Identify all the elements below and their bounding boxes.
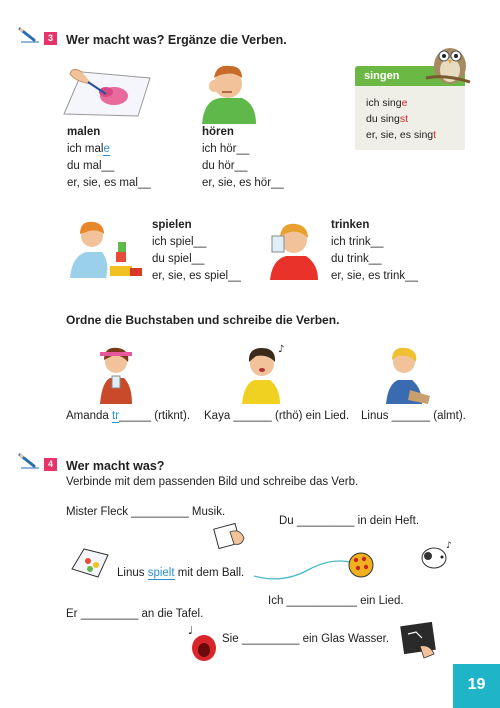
- match-sentence: Sie _________ ein Glas Wasser.: [222, 633, 390, 645]
- scramble-sentence: Linus ______ (almt).: [361, 410, 466, 422]
- kaya-singing-illustration: [236, 340, 288, 404]
- scramble-sentence: Amanda tr_____ (rtiknt).: [66, 410, 191, 422]
- scramble-sentence: Kaya ______ (rthö) ein Lied.: [204, 410, 350, 422]
- exercise-title: Wer macht was? Ergänze die Verben.: [66, 33, 287, 47]
- owl-illustration: [424, 38, 474, 86]
- conjugation-line: er, sie, es spiel__: [152, 270, 241, 282]
- singing-mouth-icon: [186, 622, 218, 664]
- verb-heading-trinken: trinken: [331, 219, 370, 231]
- conjugation-line: ich spiel__: [152, 236, 207, 248]
- svg-text:♩: ♩: [188, 624, 194, 637]
- boy-listening-illustration: [198, 60, 258, 124]
- conjugation-line: er, sie, es mal__: [67, 177, 151, 189]
- grammar-line: ich singe: [366, 97, 408, 109]
- conjugation-line: du hör__: [202, 160, 248, 172]
- exercise-instruction: Verbinde mit dem passenden Bild und schreibe das Verb.: [66, 476, 359, 488]
- blackboard-icon: [398, 620, 440, 660]
- hand-writing-icon: [212, 518, 248, 552]
- match-sentence: Ich ___________ ein Lied.: [268, 595, 404, 607]
- conjugation-line: du spiel__: [152, 253, 205, 265]
- verb-heading-hoeren: hören: [202, 126, 234, 138]
- ball-icon: [346, 550, 376, 580]
- svg-text:♪: ♪: [446, 541, 452, 551]
- conjugation-line: du mal__: [67, 160, 115, 172]
- painting-illustration: [62, 64, 152, 118]
- verb-heading-spielen: spielen: [152, 219, 192, 231]
- conjugation-line: ich male: [67, 143, 110, 155]
- exercise-number: 3: [44, 32, 57, 45]
- boy-drinking-illustration: [262, 214, 322, 280]
- conjugation-line: ich trink__: [331, 236, 384, 248]
- grammar-line: er, sie, es singt: [366, 129, 437, 141]
- pencil-icon: [18, 452, 40, 470]
- exercise-number: 4: [44, 458, 57, 471]
- dog-headphones-icon: [416, 538, 456, 572]
- page-number: 19: [453, 664, 500, 708]
- svg-text:♪: ♪: [278, 344, 285, 355]
- conjugation-line: er, sie, es hör__: [202, 177, 284, 189]
- match-sentence: Er _________ an die Tafel.: [66, 608, 204, 620]
- subsection-title: Ordne die Buchstaben und schreibe die Verben.: [66, 313, 340, 327]
- conjugation-line: ich hör__: [202, 143, 250, 155]
- match-sentence: Du _________ in dein Heft.: [279, 515, 420, 527]
- girl-playing-illustration: [64, 212, 144, 282]
- palette-icon: [68, 543, 112, 579]
- connecting-line: [252, 552, 352, 584]
- pencil-icon: [18, 26, 40, 44]
- exercise-title: Wer macht was?: [66, 459, 165, 473]
- verb-heading-malen: malen: [67, 126, 101, 138]
- linus-painting-illustration: [380, 340, 430, 404]
- grammar-box-header: singen: [355, 66, 465, 86]
- match-sentence: Mister Fleck _________ Musik.: [66, 506, 226, 518]
- grammar-line: du singst: [366, 113, 409, 125]
- conjugation-line: du trink__: [331, 253, 382, 265]
- match-sentence: Linus spielt mit dem Ball.: [117, 567, 245, 579]
- amanda-drinking-illustration: [96, 340, 136, 404]
- conjugation-line: er, sie, es trink__: [331, 270, 418, 282]
